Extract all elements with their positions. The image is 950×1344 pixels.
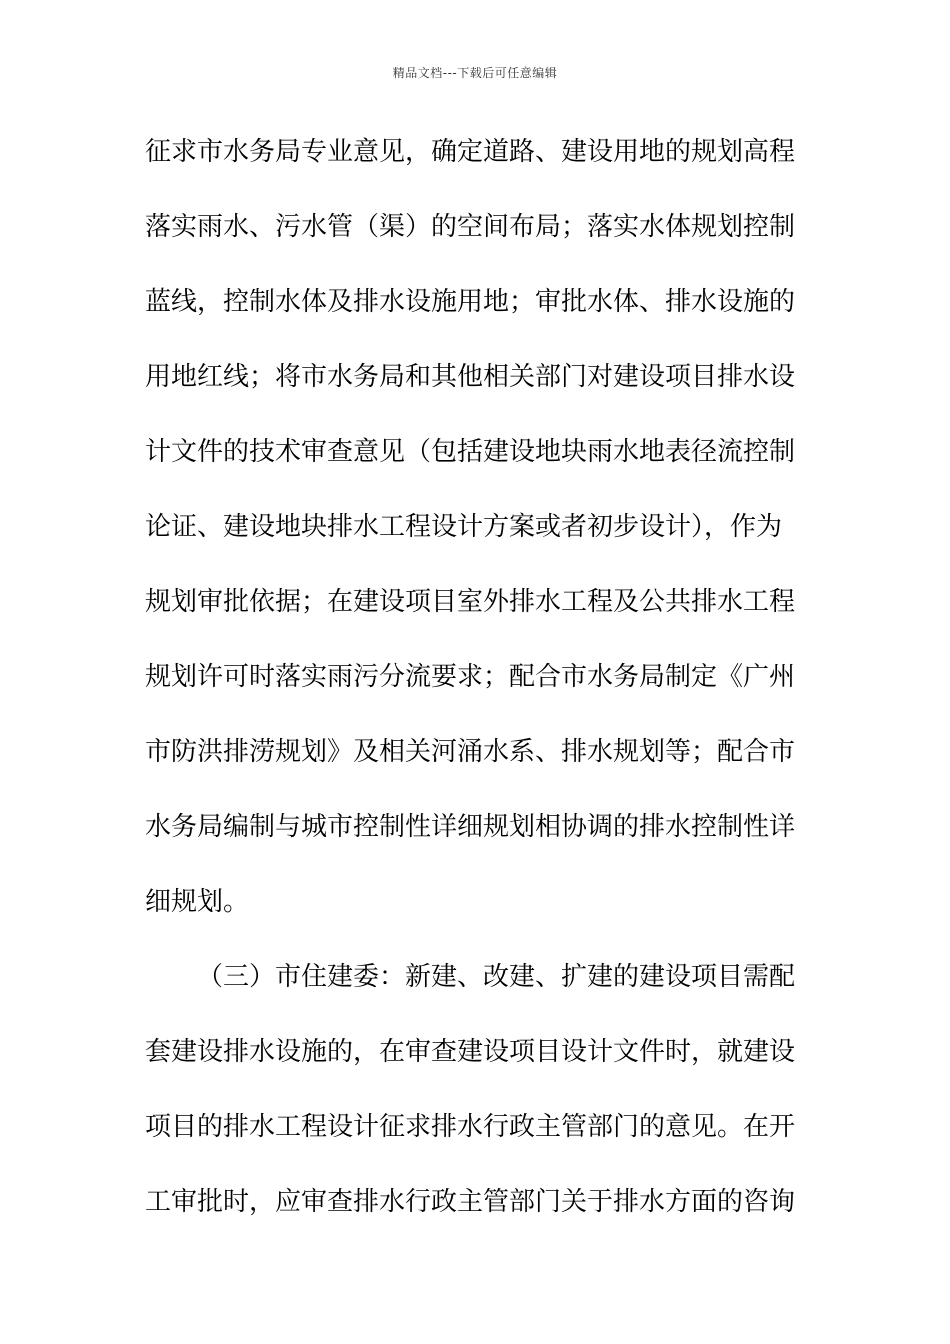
paragraph-2-line: 项目的排水工程设计征求排水行政主管部门的意见。在开 <box>145 1112 796 1142</box>
paragraph-1-line: 计文件的技术审查意见（包括建设地块雨水地表径流控制 <box>145 437 796 467</box>
paragraph-1-line: 水务局编制与城市控制性详细规划相协调的排水控制性详 <box>145 812 796 842</box>
paragraph-1-line: 规划许可时落实雨污分流要求；配合市水务局制定《广州 <box>145 662 796 692</box>
paragraph-2-line: （三）市住建委：新建、改建、扩建的建设项目需配 <box>197 962 796 992</box>
paragraph-1-line: 落实雨水、污水管（渠）的空间布局；落实水体规划控制 <box>145 212 796 242</box>
page-header: 精品文档---下载后可任意编辑 <box>392 66 558 80</box>
paragraph-1-line: 规划审批依据；在建设项目室外排水工程及公共排水工程 <box>145 587 796 617</box>
paragraph-2-line: 工审批时，应审查排水行政主管部门关于排水方面的咨询 <box>145 1187 796 1217</box>
paragraph-1-line: 用地红线；将市水务局和其他相关部门对建设项目排水设 <box>145 362 796 392</box>
document-body <box>145 130 815 1255</box>
paragraph-1-line: 论证、建设地块排水工程设计方案或者初步设计），作为 <box>145 512 783 542</box>
paragraph-1-line: 市防洪排涝规划》及相关河涌水系、排水规划等；配合市 <box>145 737 796 767</box>
paragraph-1-line: 征求市水务局专业意见，确定道路、建设用地的规划高程 <box>145 137 796 167</box>
paragraph-1-line: 蓝线，控制水体及排水设施用地；审批水体、排水设施的 <box>145 287 796 317</box>
paragraph-1-line: 细规划。 <box>145 887 250 917</box>
paragraph-2-line: 套建设排水设施的，在审查建设项目设计文件时，就建设 <box>145 1037 796 1067</box>
